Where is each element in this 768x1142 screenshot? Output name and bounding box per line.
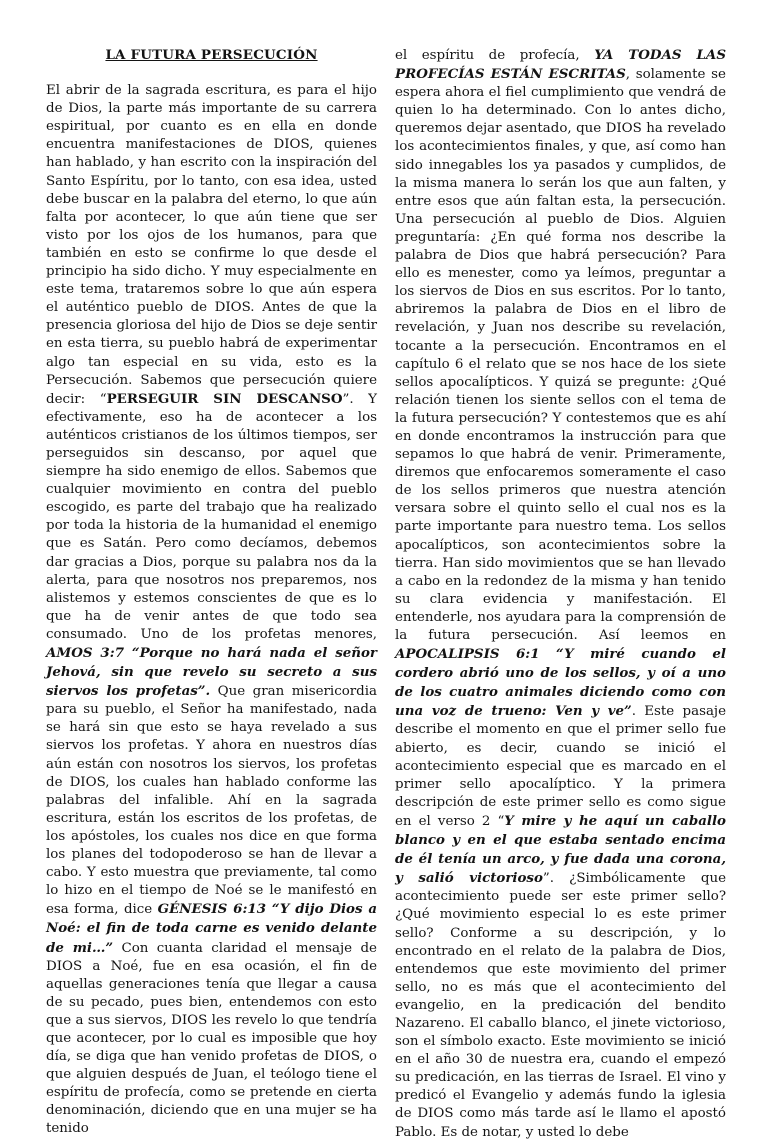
body-paragraph	[46, 82, 377, 1138]
text-span: Con cuanta claridad el mensaje de DIOS a Noé, fue en esa ocasión, el fin de aquellas generaciones tenía que llegar a causa de su pecado, pues bien, entendemos con esto que a sus siervos, DIOS les revelo lo que tendría que acontecer, por lo cual es imposible que hoy día, se diga que han venido profetas de DIOS, o que alguien después de Juan, el teólogo tiene el espíritu de profecía, como se pretende en cierta denominación, diciendo que en una mujer se ha tenido	[46, 940, 377, 1137]
text-span: ”. ¿Simbólicamente que acontecimiento puede ser este primer sello? ¿Qué movimiento especial lo es este primer sello? Conforme a su descripción, y lo encontrado en el relato de la palabra de Dios, entendemos que este movimiento del primer sello, no es más que el acontecimiento del evangelio, en la predicación del bendito Nazareno. El caballo blanco, el jinete victorioso, son el símbolo exacto. Este movimiento se inició en el año 30 de nuestra era, cuando el empezó su predicación, en las tierras de Israel. El vino y predicó el Evangelio y además fundo la iglesia de DIOS como más tarde así le llamo el apostó Pablo. Es de notar, y usted lo debe	[395, 871, 726, 1140]
text-span: el espíritu de profecía,	[395, 48, 595, 63]
body-paragraph	[395, 46, 726, 1142]
text-span: . Este pasaje describe el momento en que el primer sello fue abierto, es decir, cuando se inició el acontecimiento especial que es marcado en el primer sello apocalíptico. Y la primera descripción de este primer sello es como sigue en el verso 2 “	[395, 704, 726, 829]
scripture-quote: AMOS 3:7 “Porque no hará nada el señor Jehová, sin que revelo su secreto a sus siervos los profetas”.	[46, 645, 377, 700]
text-span: , solamente se espera ahora el fiel cumplimiento que vendrá de quien lo ha determinado. Con lo antes dicho, queremos dejar asentado, que DIOS ha revelado los acontecimientos finales, y que, así como han sido innegables los ya pasados y cumplidos, de la misma manera lo serán los que aun falten, y entre esos que aún faltan esta, la persecución. Una persecución al pueblo de Dios. Alguien preguntaría: ¿En qué forma nos describe la palabra de Dios que habrá persecución? Para ello es menester, como ya leímos, preguntar a los siervos de Dios en sus escritos. Por lo tanto, abriremos la palabra de Dios en el libro de revelación, y Juan nos describe su revelación, tocante a la persecución. Encontramos en el capítulo 6 el relato que se nos hace de los siete sellos apocalípticos. Y quizá se pregunte: ¿Qué relación tienen los siente sellos con el tema de la futura persecución? Y contestemos que es ahí en donde encontramos la instrucción para que sepamos lo que habrá de venir. Primeramente, diremos que enfocaremos someramente el caso de los sellos primeros que nuestra atención versara sobre el quinto sello el cual nos es la parte importante para nuestro tema. Los sellos apocalípticos, son acontecimientos sobre la tierra. Han sido movimientos que se han llevado a cabo en la redondez de la misma y han tenido su clara evidencia y manifestación. El entenderle, nos ayudara para la comprensión de la futura persecución. Así leemos en	[395, 67, 726, 643]
right-column	[395, 46, 726, 1142]
text-span: El abrir de la sagrada escritura, es para el hijo de Dios, la parte más importante de su carrera espiritual, por cuanto es en ella en donde encuentra manifestaciones de DIOS, quienes han hablado, y han escrito con la inspiración del Santo Espíritu, por lo tanto, con esa idea, usted debe buscar en la palabra del eterno, lo que aún falta por acontecer, lo que aún tiene que ser visto por los ojos de los humanos, para que también en esto se confirme lo que desde el principio ha sido dicho. Y muy especialmente en este tema, trataremos sobre lo que aún espera el auténtico pueblo de DIOS. Antes de que la presencia gloriosa del hijo de Dios se deje sentir en esta tierra, su pueblo habrá de experimentar algo tan especial en su vida, esto es la Persecución. Sabemos que persecución quiere decir: “	[46, 83, 377, 407]
text-span: ”. Y efectivamente, eso ha de acontecer a los auténticos cristianos de los últimos tiempos, ser perseguidos sin descanso, por aquel que siempre ha sido enemigo de ellos. Sabemos que cualquier movimiento en contra del pueblo escogido, es parte del trabajo que ha realizado por toda la historia de la humanidad el enemigo que es Satán. Pero como decíamos, debemos dar gracias a Dios, porque su palabra nos da la alerta, para que nosotros nos preparemos, nos alistemos y estemos conscientes de que es lo que ha de venir antes de que todo sea consumado. Uno de los profetas menores,	[46, 391, 378, 642]
document-title: LA FUTURA PERSECUCIÓN	[105, 47, 318, 63]
emphasis-text: PERSEGUIR SIN DESCANSO	[106, 390, 343, 407]
scripture-quote: APOCALIPSIS 6:1 “Y miré cuando el cordero abrió uno de los sellos, y oí a uno de los cuatro animales diciendo como con una voz de trueno: Ven y ve”	[395, 646, 726, 720]
scripture-quote: YA TODAS LAS PROFECÍAS ESTÁN ESCRITAS	[395, 47, 726, 83]
left-column	[46, 46, 377, 1139]
scripture-quote: Y mire y he aquí un caballo blanco y en el que estaba sentado encima de él tenía un arco, y fue dada una corona, y salió victorioso	[395, 812, 726, 887]
text-span: Que gran misericordia para su pueblo, el Señor ha manifestado, nada se hará sin que esto se haya revelado a sus siervos los profetas. Y ahora en nuestros días aún están con nosotros los siervos, los profetas de DIOS, los cuales han hablado conforme las palabras del infalible. Ahí en la sagrada escritura, están los escritos de los profetas, de los apóstoles, los cuales nos dice en que forma los planes del todopoderoso se han de llevar a cabo. Y esto muestra que previamente, tal como lo hizo en el tiempo de Noé se le manifestó en esa forma, dice	[46, 684, 377, 918]
scripture-quote: GÉNESIS 6:13 “Y dijo Dios a Noé: el fin de toda carne es venido delante de mi…”	[46, 901, 377, 956]
